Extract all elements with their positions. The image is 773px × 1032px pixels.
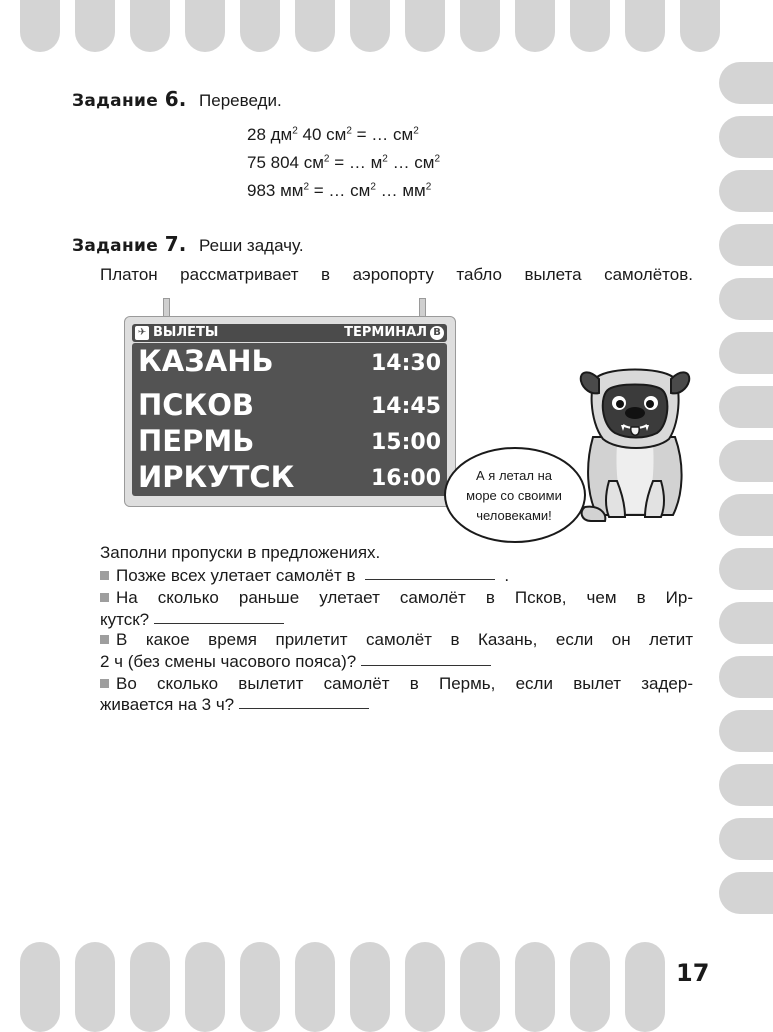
pug-illustration bbox=[575, 355, 695, 525]
border-tab bbox=[570, 942, 610, 1032]
border-tab bbox=[350, 942, 390, 1032]
conversion-line: 75 804 $см^2$ = … $м^2$ … $см^2$ bbox=[247, 153, 441, 172]
board-city: ИРКУТСК bbox=[138, 460, 295, 494]
task-label: Задание bbox=[72, 91, 159, 111]
task-instruction: Реши задачу. bbox=[199, 236, 304, 255]
border-tab bbox=[719, 656, 773, 698]
terminal-badge: B bbox=[430, 326, 444, 340]
bullet-icon bbox=[100, 679, 109, 688]
border-tab bbox=[719, 170, 773, 212]
answer-blank[interactable] bbox=[239, 707, 369, 709]
border-tab bbox=[75, 0, 115, 52]
border-tab bbox=[240, 942, 280, 1032]
bullet-icon bbox=[100, 571, 109, 580]
board-header-terminal: ТЕРМИНАЛ bbox=[344, 325, 427, 340]
answer-blank[interactable] bbox=[361, 664, 491, 666]
question-2-line-2: кутск? bbox=[100, 610, 284, 630]
border-tab bbox=[185, 942, 225, 1032]
question-3-line-1: В какое время прилетит самолёт в Казань, если он летит bbox=[100, 630, 693, 650]
board-city: ПСКОВ bbox=[138, 388, 255, 422]
border-tab bbox=[719, 224, 773, 266]
border-tab bbox=[130, 942, 170, 1032]
border-tab bbox=[460, 942, 500, 1032]
board-header bbox=[132, 324, 447, 342]
border-tab bbox=[295, 0, 335, 52]
plane-icon: ✈ bbox=[135, 326, 149, 340]
question-1: Позже всех улетает самолёт в . bbox=[100, 566, 509, 586]
board-time: 14:45 bbox=[371, 394, 442, 419]
border-tab bbox=[719, 62, 773, 104]
border-tab bbox=[130, 0, 170, 52]
border-tab bbox=[719, 332, 773, 374]
answer-blank[interactable] bbox=[365, 578, 495, 580]
speech-bubble-text: А я летал на море со своими человеками! bbox=[466, 468, 562, 523]
question-4-line-2: живается на 3 ч? bbox=[100, 695, 369, 715]
board-time: 14:30 bbox=[371, 351, 442, 376]
border-tab bbox=[350, 0, 390, 52]
border-tab bbox=[719, 386, 773, 428]
task-number: 7. bbox=[164, 232, 187, 256]
board-header-departures: ВЫЛЕТЫ bbox=[153, 325, 219, 340]
border-tab bbox=[20, 0, 60, 52]
question-4-line-1: Во сколько вылетит самолёт в Пермь, если вылет задер- bbox=[100, 674, 693, 694]
task-number: 6. bbox=[164, 87, 187, 111]
fill-in-title: Заполни пропуски в предложениях. bbox=[100, 543, 381, 562]
border-tab bbox=[625, 942, 665, 1032]
border-tab bbox=[20, 942, 60, 1032]
border-tab bbox=[719, 548, 773, 590]
border-tab bbox=[680, 0, 720, 52]
task-7-heading bbox=[72, 232, 304, 256]
border-tab bbox=[719, 494, 773, 536]
border-tab bbox=[515, 0, 555, 52]
bullet-icon bbox=[100, 635, 109, 644]
border-tab bbox=[460, 0, 500, 52]
border-tab bbox=[295, 942, 335, 1032]
border-tab bbox=[515, 942, 555, 1032]
border-tab bbox=[625, 0, 665, 52]
page-number: 17 bbox=[676, 959, 710, 987]
question-3-line-2: 2 ч (без смены часового пояса)? bbox=[100, 652, 491, 672]
border-tab bbox=[570, 0, 610, 52]
border-tab bbox=[185, 0, 225, 52]
border-tab bbox=[405, 0, 445, 52]
question-2-line-1: На сколько раньше улетает самолёт в Псков, чем в Ир- bbox=[100, 588, 693, 608]
conversion-line: 983 $мм^2$ = … $см^2$ … $мм^2$ bbox=[247, 181, 432, 200]
border-tab bbox=[405, 942, 445, 1032]
answer-blank[interactable] bbox=[154, 622, 284, 624]
border-tab bbox=[719, 818, 773, 860]
board-time: 15:00 bbox=[371, 430, 442, 455]
border-tab bbox=[719, 764, 773, 806]
board-city: ПЕРМЬ bbox=[138, 424, 255, 458]
task-6-heading bbox=[72, 87, 282, 111]
border-tab bbox=[719, 116, 773, 158]
board-city: КАЗАНЬ bbox=[138, 344, 274, 378]
border-tab bbox=[719, 278, 773, 320]
border-tab bbox=[719, 602, 773, 644]
border-tab bbox=[719, 872, 773, 914]
task-label: Задание bbox=[72, 236, 159, 256]
board-time: 16:00 bbox=[371, 466, 442, 491]
bullet-icon bbox=[100, 593, 109, 602]
border-tab bbox=[719, 710, 773, 752]
task-7-intro: Платон рассматривает в аэропорту табло вылета самолётов. bbox=[100, 265, 693, 284]
border-tab bbox=[75, 942, 115, 1032]
task-instruction: Переведи. bbox=[199, 91, 282, 110]
border-tab bbox=[240, 0, 280, 52]
conversion-line: 28 $дм^2$ 40 $см^2$ = … $см^2$ bbox=[247, 125, 419, 144]
border-tab bbox=[719, 440, 773, 482]
